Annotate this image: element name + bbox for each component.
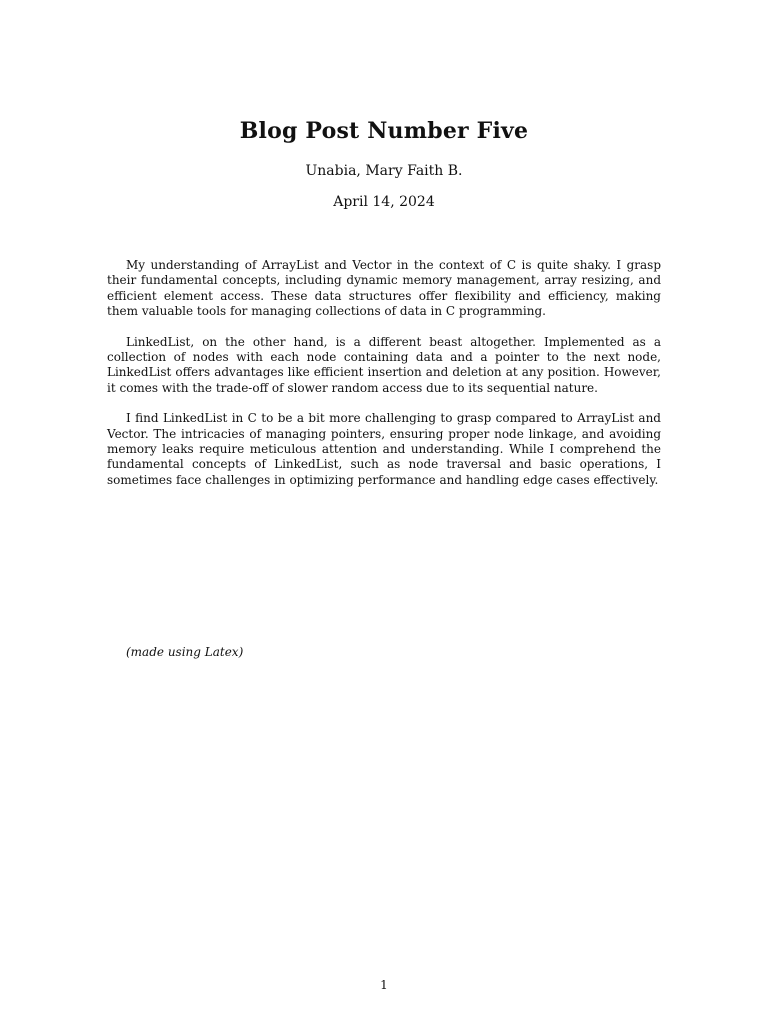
publication-date: April 14, 2024 <box>333 194 435 210</box>
page-number: 1 <box>380 978 388 992</box>
latex-note: (made using Latex) <box>126 645 244 659</box>
body-text <box>107 258 661 503</box>
paragraph-linkedlist-challenges: I find LinkedList in C to be a bit more challenging to grasp compared to ArrayList and Vector. The intricacies of managing pointers, ensuring proper node linkage, and avoiding memory leaks require meticulous attention and understanding. While I comprehend the fundamental concepts of LinkedList, such as node traversal and basic operations, I sometimes face challenges in optimizing performance and handling edge cases effectively. <box>107 411 661 487</box>
page-title: Blog Post Number Five <box>239 118 529 144</box>
paragraph-linkedlist-overview: LinkedList, on the other hand, is a different beast altogether. Implemented as a collection of nodes with each node containing data and a pointer to the next node, LinkedList offers advantages like efficient insertion and deletion at any position. However, it comes with the trade-off of slower random access due to its sequential nature. <box>107 334 661 395</box>
author-name: Unabia, Mary Faith B. <box>305 163 463 179</box>
paragraph-arraylist-vector: My understanding of ArrayList and Vector in the context of C is quite shaky. I grasp their fundamental concepts, including dynamic memory management, array resizing, and efficient element access. These data structures offer flexibility and efficiency, making them valuable tools for managing collections of data in C programming. <box>107 258 661 319</box>
